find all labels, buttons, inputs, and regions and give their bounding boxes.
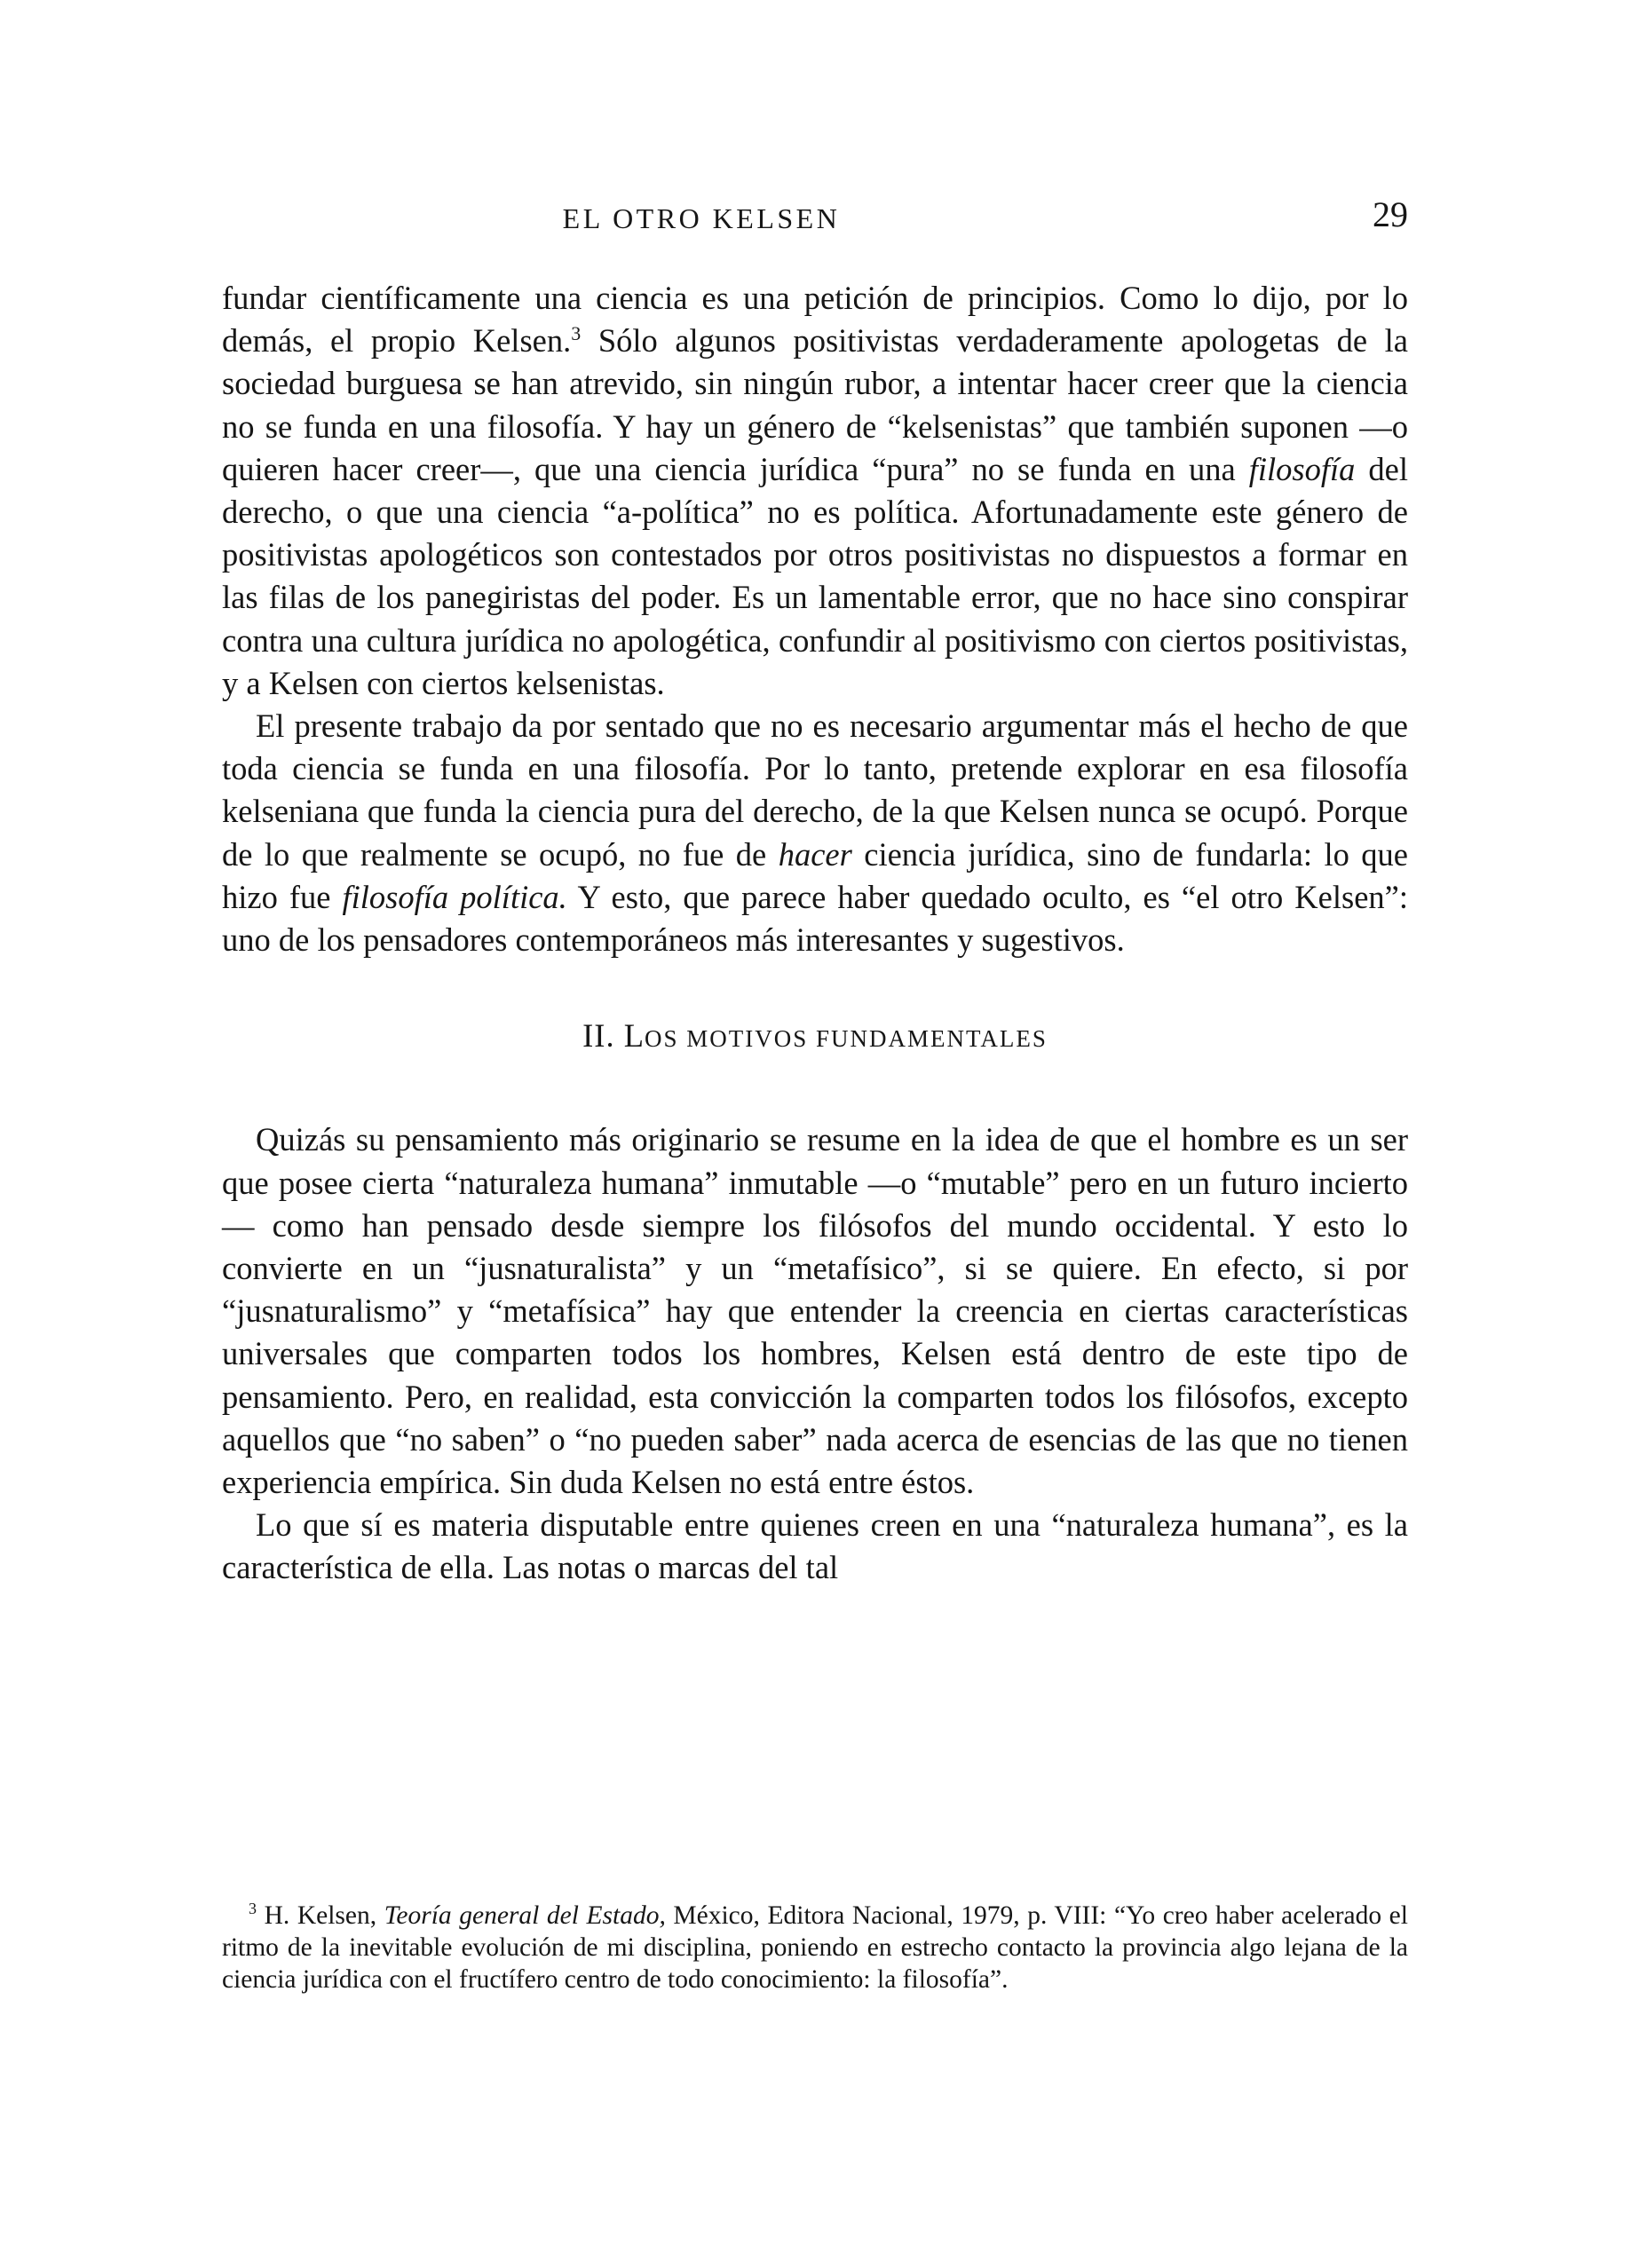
section-heading <box>222 1015 1408 1060</box>
paragraph-2 <box>222 705 1408 961</box>
footnote-text-a: H. Kelsen, <box>257 1901 384 1930</box>
paragraph-2-text-c: Y esto, que parece haber quedado oculto, es “el otro Kelsen”: uno de los pensadores contemporáneos más interesantes y sugestivos. <box>222 878 1408 959</box>
footnote-text-b: México, Editora Nacional, 1979, p. VIII: “Yo creo haber acelerado el ritmo de la inevitable evolución de mi disciplina, poniendo en estrecho contacto la provincia algo lejana de la ciencia jurídica con el fructífero centro de todo conocimiento: la filosofía”. <box>222 1901 1408 1994</box>
footnote-mark: 3 <box>249 1900 257 1918</box>
section-title-initial: L <box>623 1017 645 1055</box>
running-head <box>0 194 1630 247</box>
paragraph-1 <box>222 277 1408 705</box>
footnote-italic-title: Teoría general del Estado, <box>384 1901 666 1930</box>
paragraph-1-text-a: fundar científicamente una ciencia es una petición de principios. Como lo dijo, por lo demás, el propio Kelsen. <box>222 280 1408 360</box>
paragraph-2-text-b: ciencia jurídica, sino de fundarla: lo que hizo fue <box>222 835 1408 915</box>
paragraph-1-italic: filosofía <box>1248 450 1356 487</box>
paragraph-3: Quizás su pensamiento más originario se resume en la idea de que el hombre es un ser que posee cierta “naturaleza humana” inmutable —o “mutable” pero en un futuro incierto— como han pensado desde siempre los filósofos del mundo occidental. Y esto lo convierte en un “jusnaturalista” y un “metafísico”, si se quiere. En efecto, si por “jusnaturalismo” y “metafísica” hay que entender la creencia en ciertas características universales que comparten todos los hombres, Kelsen está dentro de este tipo de pensamiento. Pero, en realidad, esta convicción la comparten todos los filósofos, excepto aquellos que “no saben” o “no pueden saber” nada acerca de esencias de las que no tienen experiencia empírica. Sin duda Kelsen no está entre éstos. <box>222 1121 1408 1501</box>
paragraph-2-text-a: El presente trabajo da por sentado que no es necesario argumentar más el hecho de que toda ciencia se funda en una filosofía. Por lo tanto, pretende explorar en esa filosofía kelseniana que funda la ciencia pura del derecho, de la que Kelsen nunca se ocupó. Porque de lo que realmente se ocupó, no fue de <box>222 707 1408 873</box>
section-title-rest: OS MOTIVOS FUNDAMENTALES <box>645 1025 1048 1053</box>
body-text <box>222 277 1408 1590</box>
running-title: EL OTRO KELSEN <box>562 202 841 234</box>
paragraph-4: Lo que sí es materia disputable entre quienes creen en una “naturaleza humana”, es la característica de ella. Las notas o marcas del tal <box>222 1506 1408 1586</box>
page-number: 29 <box>1373 194 1408 234</box>
footnote-reference: 3 <box>571 322 582 345</box>
footnote <box>222 1900 1408 1995</box>
section-number: II. <box>582 1017 615 1055</box>
paragraph-2-italic-1: hacer <box>778 835 852 873</box>
paragraph-1-text-c: del derecho, o que una ciencia “a-política” no es política. Afortunadamente este género de positivistas apologéticos son contestados por otros positivistas no dispuestos a formar en las filas de los panegiristas del poder. Es un lamentable error, que no hace sino conspirar contra una cultura jurídica no apologética, confundir al positivismo con ciertos positivistas, y a Kelsen con ciertos kelsenistas. <box>222 450 1409 701</box>
paragraph-1-text-b: Sólo algunos positivistas verdaderamente apologetas de la sociedad burguesa se han atrevido, sin ningún rubor, a intentar hacer creer que la ciencia no se funda en una filosofía. Y hay un género de “kelsenistas” que también suponen —o quieren hacer creer—, que una ciencia jurídica “pura” no se funda en una <box>222 322 1408 487</box>
paragraph-2-italic-2: filosofía política. <box>342 878 567 915</box>
footnote-3 <box>222 1900 1408 1995</box>
